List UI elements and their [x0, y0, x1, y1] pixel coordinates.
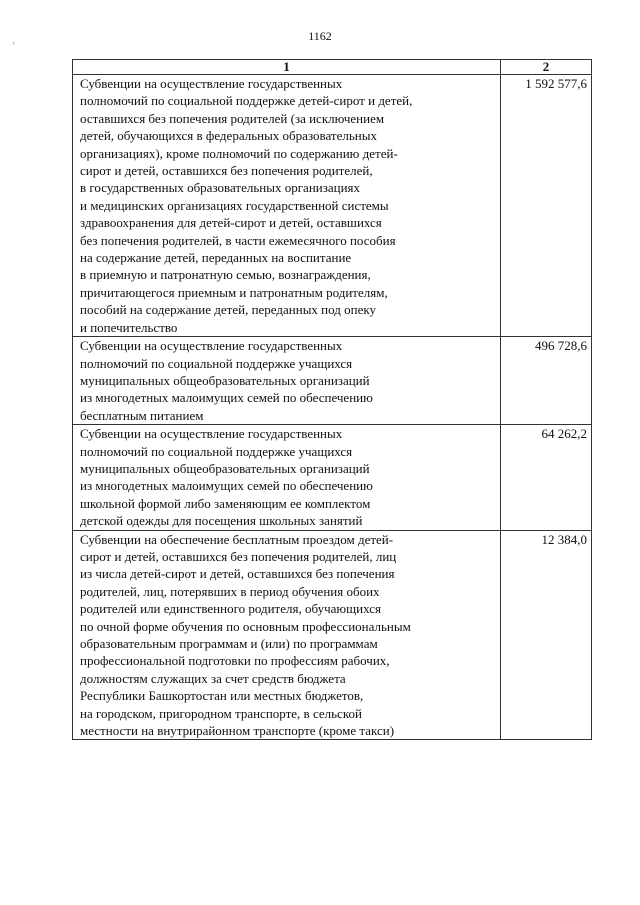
column-header-2: 2 [501, 60, 592, 75]
row-description: Субвенции на осуществление государственных полномочий по социальной поддержке учащихся муниципальных общеобразовательных организаций из многодетных малоимущих семей по обеспечению школьной формой либо заменяющим ее комплектом детской одежды для посещения школьных занятий [73, 425, 501, 530]
table-row [73, 530, 592, 740]
table-header-row [73, 60, 592, 75]
row-description: Субвенции на обеспечение бесплатным проездом детей- сирот и детей, оставшихся без попечения родителей, лиц из числа детей-сирот и детей, оставшихся без попечения родителей, лиц, потерявших в период обучения обоих родителей или единственного родителя, обучающихся по очной форме обучения по основным профессиональным образовательным программам и (или) по программам профессиональной подготовки по профессиям рабочих, должностям служащих за счет средств бюджета Республики Башкортостан или местных бюджетов, на городском, пригородном транспорте, в сельской местности на внутрирайонном транспорте (кроме такси) [73, 530, 501, 740]
table-row [73, 425, 592, 530]
row-amount: 12 384,0 [501, 530, 592, 740]
row-amount: 64 262,2 [501, 425, 592, 530]
row-amount: 496 728,6 [501, 337, 592, 425]
page-number: 1162 [308, 29, 332, 43]
table-row [73, 75, 592, 337]
table-row [73, 337, 592, 425]
column-header-1: 1 [73, 60, 501, 75]
row-description: Субвенции на осуществление государственных полномочий по социальной поддержке детей-сирот и детей, оставшихся без попечения родителей (за исключением детей, обучающихся в федеральных образовательных организациях), кроме полномочий по содержанию детей- сирот и детей, оставшихся без попечения родителей, в государственных образовательных организациях и медицинских организациях государственной системы здравоохранения для детей-сирот и детей, оставшихся без попечения родителей, в части ежемесячного пособия на содержание детей, переданных на воспитание в приемную и патронатную семью, вознаграждения, причитающегося приемным и патронатным родителям, пособий на содержание детей, переданных под опеку и попечительство [73, 75, 501, 337]
row-amount: 1 592 577,6 [501, 75, 592, 337]
margin-mark: ' [13, 41, 15, 50]
budget-table [72, 59, 592, 740]
row-description: Субвенции на осуществление государственных полномочий по социальной поддержке учащихся муниципальных общеобразовательных организаций из многодетных малоимущих семей по обеспечению бесплатным питанием [73, 337, 501, 425]
